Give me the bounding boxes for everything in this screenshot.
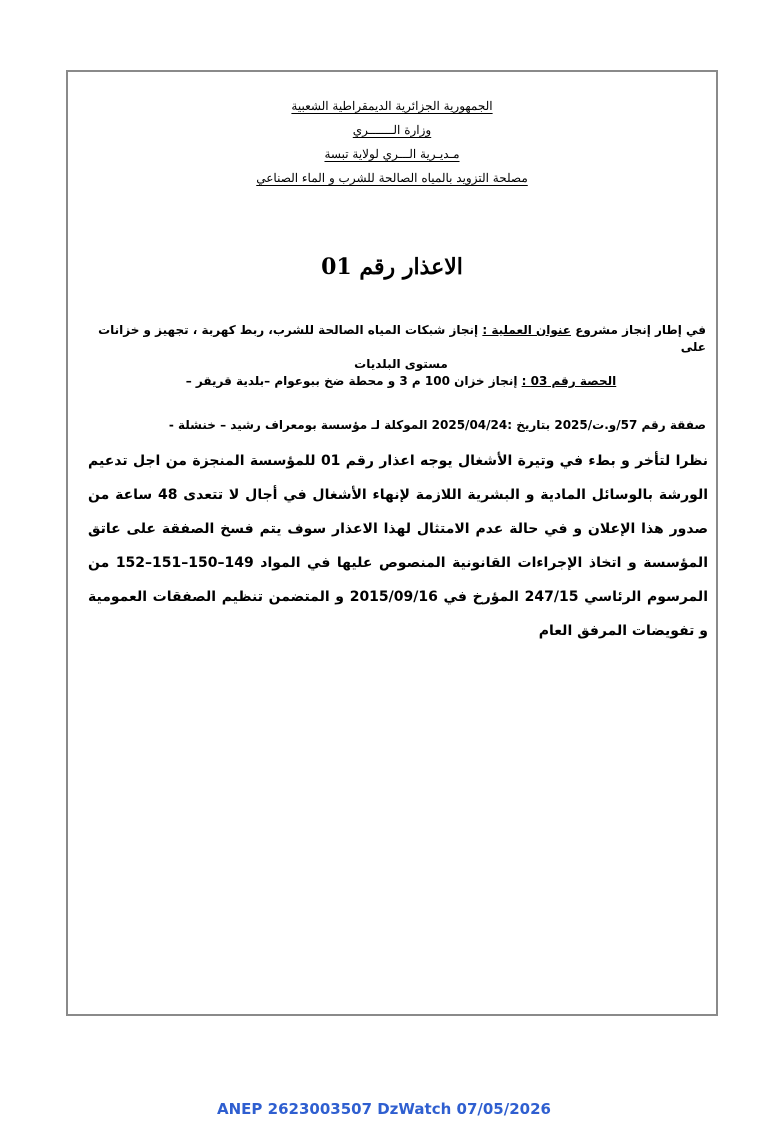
deal-reference: صفقة رقم 57/و.ت/2025 بتاريخ :2025/04/24 الموكلة لـ مؤسسة بومعراف رشيد – خنشلة -: [168, 418, 706, 432]
lot-line: [96, 373, 706, 390]
publication-footer: ANEP 2623003507 DzWatch 07/05/2026: [217, 1100, 551, 1118]
notice-body: نظرا لتأخر و بطء في وتيرة الأشغال يوجه اعذار رقم 01 للمؤسسة المنجزة من اجل تدعيم الورشة بالوسائل المادية و البشرية اللازمة لإنهاء الأشغال في أجال لا تتعدى 48 ساعة من صدور هذا الإعلان و في حالة عدم الامتثال لهذا الاعذار سوف يتم فسخ الصفقة على عاتق المؤسسة و اتخاذ الإجراءات القانونية المنصوص عليها في المواد 149–150–151–152 من المرسوم الرئاسي 247/15 المؤرخ في 2015/09/16 و المتضمن تنظيم الصفقات العمومية و تفويضات المرفق العام: [88, 453, 709, 639]
document-header: [68, 98, 716, 194]
project-label: عنوان العملية :: [482, 323, 571, 337]
ministry-line: وزارة الـــــــري: [352, 123, 432, 137]
notice-title: الاعذار رقم 01: [321, 254, 463, 280]
lot-label: الحصة رقم 03 :: [521, 374, 617, 388]
lot-text: إنجاز خزان 100 م 3 و محطة ضخ ببوعوام –بلدية قريقر –: [185, 374, 518, 388]
republic-line: الجمهورية الجزائرية الديمقراطية الشعبية: [291, 99, 493, 113]
document-frame: [66, 70, 718, 1016]
service-line: مصلحة التزويد بالمياه الصالحة للشرب و الماء الصناعي: [256, 171, 528, 185]
project-info: [96, 322, 706, 390]
directorate-line: مـديـرية الـــري لولاية تبسة: [324, 147, 460, 161]
project-text: إنجاز شبكات المياه الصالحة للشرب، ربط كهربة ، تجهيز و خزانات على: [98, 323, 706, 354]
project-text-line2: مستوى البلديات: [354, 357, 448, 371]
project-prefix: في إطار إنجاز مشروع: [575, 323, 706, 337]
